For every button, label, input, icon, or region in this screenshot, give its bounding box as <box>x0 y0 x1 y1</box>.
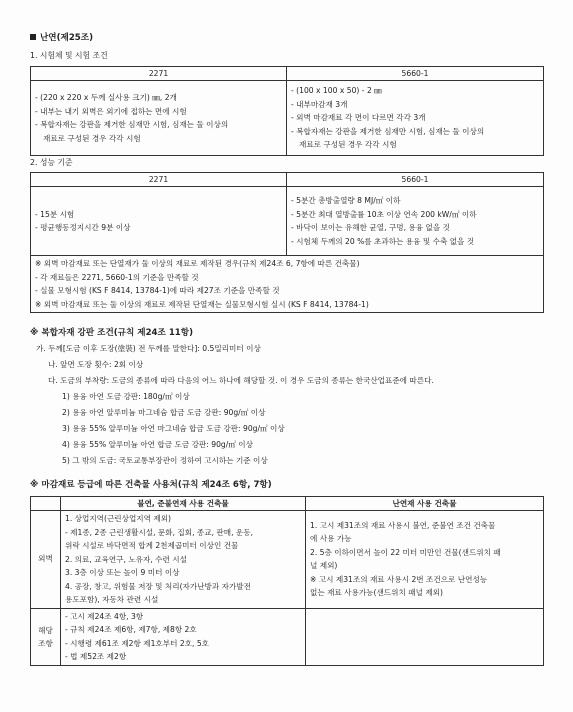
header-2271: 2271 <box>31 67 287 81</box>
clause-cell <box>61 608 306 665</box>
text-line: - 고시 제24조 4항, 3항 <box>65 611 144 621</box>
exterior-wall-flame-retardant-cell <box>306 511 544 609</box>
text-line: 널 제외) <box>310 561 338 571</box>
clause-right-cell <box>306 608 544 665</box>
text-line: 재료로 구성된 경우 각각 시험 <box>43 133 141 143</box>
steel-line-c: 다. 도금의 부착량: 도금의 종류에 따라 다음의 어느 하나에 해당할 것. 이 경우 도금의 종류는 한국산업표준에 따른다. <box>48 376 434 385</box>
specimen-5660-cell <box>287 81 544 156</box>
row-label-clause: 해당 조항 <box>31 608 61 665</box>
text-line: 위락 시설로 바닥면적 합계 2천제곱미터 이상인 건물 <box>65 541 239 550</box>
exterior-wall-nonflammable-cell <box>61 511 306 609</box>
text-line: - 제1종, 2종 근린생활시설, 문화, 집회, 종교, 판매, 운동, <box>65 527 253 537</box>
note-line: ※ 외벽 마감재료 또는 단열재가 둘 이상의 재료로 제작된 경우(규칙 제24조 6, 7항에 따른 건축물) <box>35 259 360 268</box>
text-line: - 내부는 내기 외벽은 외기에 접하는 면에 시험 <box>35 106 187 116</box>
note-line: ※ 외벽 마감재료 또는 둘 이상의 재료로 제작된 단열재는 실물모형시험 실시 (KS F 8414, 13784-1) <box>35 299 369 309</box>
text-line: 1. 고시 제31조의 재료 사용시 불연, 준불연 조건 건축물 <box>310 520 496 530</box>
text-line: - 복합자재는 강판을 제거한 심재만 시험, 심재는 둘 이상의 <box>291 126 485 136</box>
text-line: - (220 x 220 x 두께 실사용 크기) ㎜, 2개 <box>35 93 177 102</box>
performance-notes-cell <box>31 256 544 313</box>
text-line: ※ 고시 제31조의 재료 사용시 2번 조건으로 난연성능 <box>310 574 488 584</box>
performance-5660-cell <box>287 187 544 256</box>
steel-line-b: 나. 앞면 도장 횟수: 2회 이상 <box>48 360 144 369</box>
steel-line-c3: 3) 용융 55% 알루미늄 아연 마그네슘 합금 도금 강판: 90g/㎡ 이상 <box>62 424 285 433</box>
steel-line-c1: 1) 용융 아연 도금 강판: 180g/㎡ 이상 <box>62 392 190 401</box>
text-line: 2. 의료, 교육연구, 노유자, 수련 시설 <box>65 554 187 564</box>
text-line: 없는 재료 사용가능(샌드위치 패널 제외) <box>310 588 443 598</box>
text-line: - 바닥이 보이는 유해한 균열, 구멍, 용융 없을 것 <box>291 223 450 232</box>
text-line: - 평균행동정지시간 9분 이상 <box>35 223 131 232</box>
text-line: - (100 x 100 x 50) - 2 ㎜ <box>291 86 382 96</box>
building-usage-table <box>30 496 544 666</box>
text-line: - 규칙 제24조 제6항, 제7항, 제8항 2호 <box>65 625 197 634</box>
steel-line-a: 가. 두께[도금 이후 도장(塗裝) 전 두께를 말한다]: 0.5밀리미터 이상 <box>36 344 261 353</box>
text-line: - 시행령 제61조 제2항 제1호부터 2호, 5호 <box>65 638 209 648</box>
square-bullet-icon <box>30 34 36 40</box>
header-flame-retardant: 난연재 사용 건축물 <box>306 497 544 511</box>
performance-table <box>30 172 544 313</box>
header-5660-1: 5660-1 <box>287 67 544 81</box>
steel-line-c5: 5) 그 밖의 도금: 국토교통부장관이 정하여 고시하는 기준 이상 <box>62 456 268 465</box>
specimen-2271-cell <box>31 81 287 156</box>
subsection-title-specimen: 1. 시험체 및 시험 조건 <box>30 51 108 60</box>
specimen-table <box>30 66 544 156</box>
section-title-flame-retardant: 난연(제25조) <box>30 34 93 43</box>
header-blank <box>31 497 61 511</box>
text-line: 재료로 구성된 경우 각각 시험 <box>299 140 397 150</box>
note-line: - 실물 모형시험 (KS F 8414, 13784-1)에 따라 제27조 기준을 만족할 것 <box>35 286 280 295</box>
note-line: - 각 재료들은 2271, 5660-1의 기준을 만족할 것 <box>35 272 199 282</box>
text-line: 4. 공장, 창고, 위험물 저장 및 처리(자가난방과 자가발전 <box>65 581 251 591</box>
row-label-exterior-wall: 외벽 <box>31 511 61 609</box>
performance-2271-cell <box>31 187 287 256</box>
text-line: 1. 상업지역(근린상업지역 제외) <box>65 514 172 523</box>
text-line: - 5분간 총방출열량 8 MJ/㎡ 이하 <box>291 196 401 205</box>
subsection-title-performance: 2. 성능 기준 <box>30 158 73 167</box>
text-line: 2. 5층 이하이면서 높이 22 미터 미만인 건물(샌드위치 패 <box>310 547 501 557</box>
text-line: 용도포함), 자동차 관련 시설 <box>65 595 159 604</box>
header-5660-1: 5660-1 <box>287 173 544 187</box>
text-line: - 시험체 두께의 20 %를 초과하는 용융 및 수축 없을 것 <box>291 236 475 246</box>
text-line: - 법 제52조 제2항 <box>65 652 127 661</box>
steel-line-c4: 4) 용융 55% 알루미늄 아연 합금 도금 강판: 90g/㎡ 이상 <box>62 440 253 449</box>
text-line: - 내부마감재 3개 <box>291 99 348 109</box>
text-line: - 15분 시험 <box>35 209 75 219</box>
text-line: - 5분간 최대 열방출률 10초 이상 연속 200 kW/㎡ 이하 <box>291 209 477 219</box>
steel-line-c2: 2) 용융 아연 알루미늄 마그네슘 합금 도금 강판: 90g/㎡ 이상 <box>62 408 266 417</box>
header-nonflammable: 불연, 준불연재 사용 건축물 <box>61 497 306 511</box>
text-line: - 외벽 마감재료 각 면이 다르면 각각 3개 <box>291 113 426 123</box>
text-line: - 복합자재는 강판을 제거한 심재만 시험, 심재는 둘 이상의 <box>35 120 229 129</box>
section-title-building-usage: ※ 마감재료 등급에 따른 건축물 사용처(규칙 제24조 6항, 7항) <box>30 480 272 490</box>
section-title-steel-sheet: ※ 복합자재 강판 조건(규칙 제24조 11항) <box>30 328 194 338</box>
text-line: 3. 3층 이상 또는 높이 9 미터 이상 <box>65 568 180 577</box>
header-2271: 2271 <box>31 173 287 187</box>
text-line: 에 사용 가능 <box>310 534 352 544</box>
